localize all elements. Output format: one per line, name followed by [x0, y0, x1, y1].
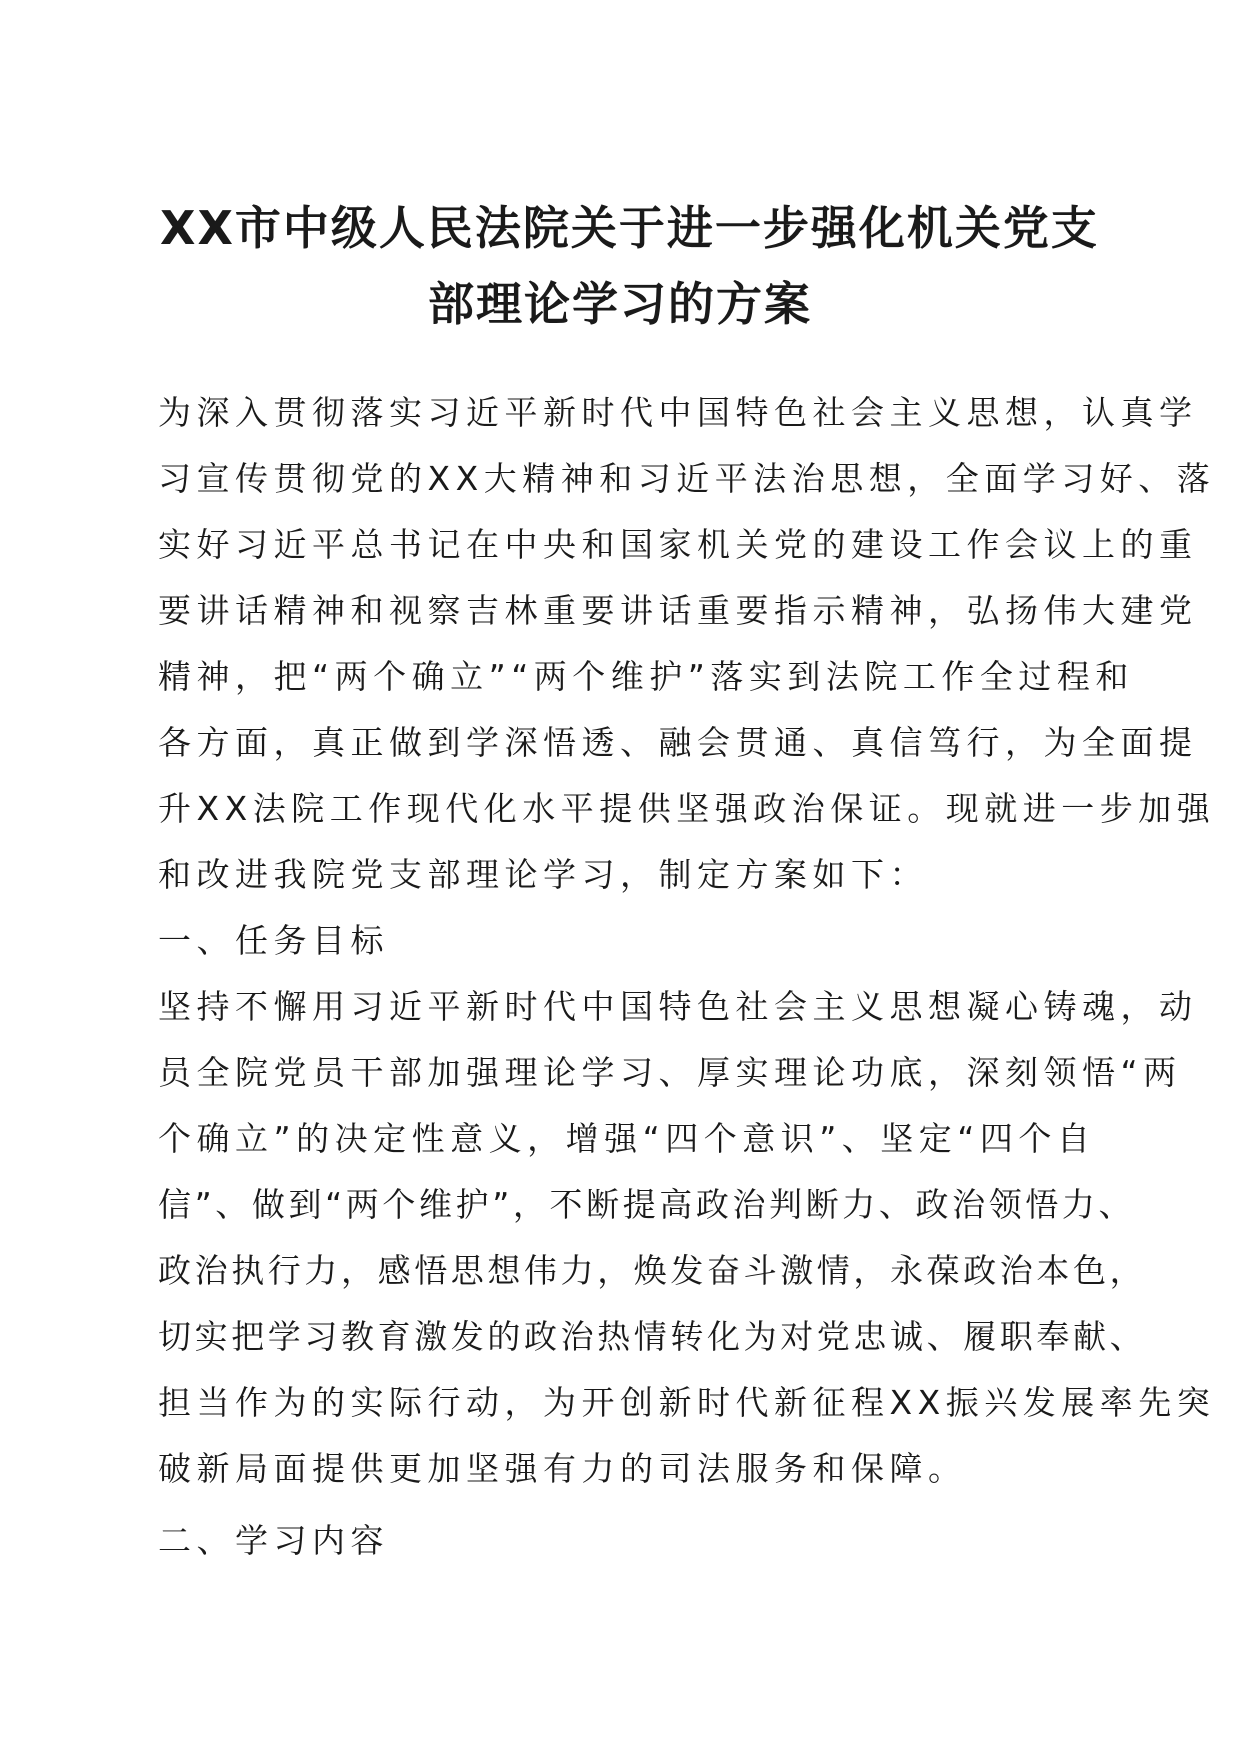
document-title: [160, 190, 1099, 342]
text-line: 和改进我院党支部理论学习，制定方案如下：: [158, 855, 928, 894]
text-line: 信”、做到“两个维护”，不断提高政治判断力、政治领悟力、: [158, 1185, 1136, 1224]
section-heading-task-goals: 一、任务目标: [158, 921, 389, 960]
text-line: 精神，把“两个确立”“两个维护”落实到法院工作全过程和: [158, 657, 1134, 696]
text-line: 坚持不懈用习近平新时代中国特色社会主义思想凝心铸魂，动: [158, 987, 1198, 1026]
text-line: 担当作为的实际行动，为开创新时代新征程XX振兴发展率先突: [158, 1383, 1216, 1422]
text-line: 破新局面提供更加坚强有力的司法服务和保障。: [158, 1449, 967, 1488]
text-line: 员全院党员干部加强理论学习、厚实理论功底，深刻领悟“两: [158, 1053, 1182, 1092]
text-line: 为深入贯彻落实习近平新时代中国特色社会主义思想，认真学: [158, 393, 1198, 432]
text-line: 个确立”的决定性意义，增强“四个意识”、坚定“四个自: [158, 1119, 1096, 1158]
intro-paragraph: [158, 380, 1216, 908]
task-goals-paragraph: [158, 974, 1216, 1502]
title-line: 部理论学习的方案: [428, 277, 812, 331]
text-line: 政治执行力，感悟思想伟力，焕发奋斗激情，永葆政治本色，: [158, 1251, 1147, 1290]
text-line: 实好习近平总书记在中央和国家机关党的建设工作会议上的重: [158, 525, 1198, 564]
text-line: 切实把学习教育激发的政治热情转化为对党忠诚、履职奉献、: [158, 1317, 1147, 1356]
text-line: 升XX法院工作现代化水平提供坚强政治保证。现就进一步加强: [158, 789, 1216, 828]
title-line: XX市中级人民法院关于进一步强化机关党支: [160, 201, 1099, 255]
section-heading-study-content: 二、学习内容: [158, 1521, 389, 1560]
text-line: 要讲话精神和视察吉林重要讲话重要指示精神，弘扬伟大建党: [158, 591, 1198, 630]
text-line: 习宣传贯彻党的XX大精神和习近平法治思想，全面学习好、落: [158, 459, 1216, 498]
document-body: [158, 380, 1216, 1574]
text-line: 各方面，真正做到学深悟透、融会贯通、真信笃行，为全面提: [158, 723, 1198, 762]
